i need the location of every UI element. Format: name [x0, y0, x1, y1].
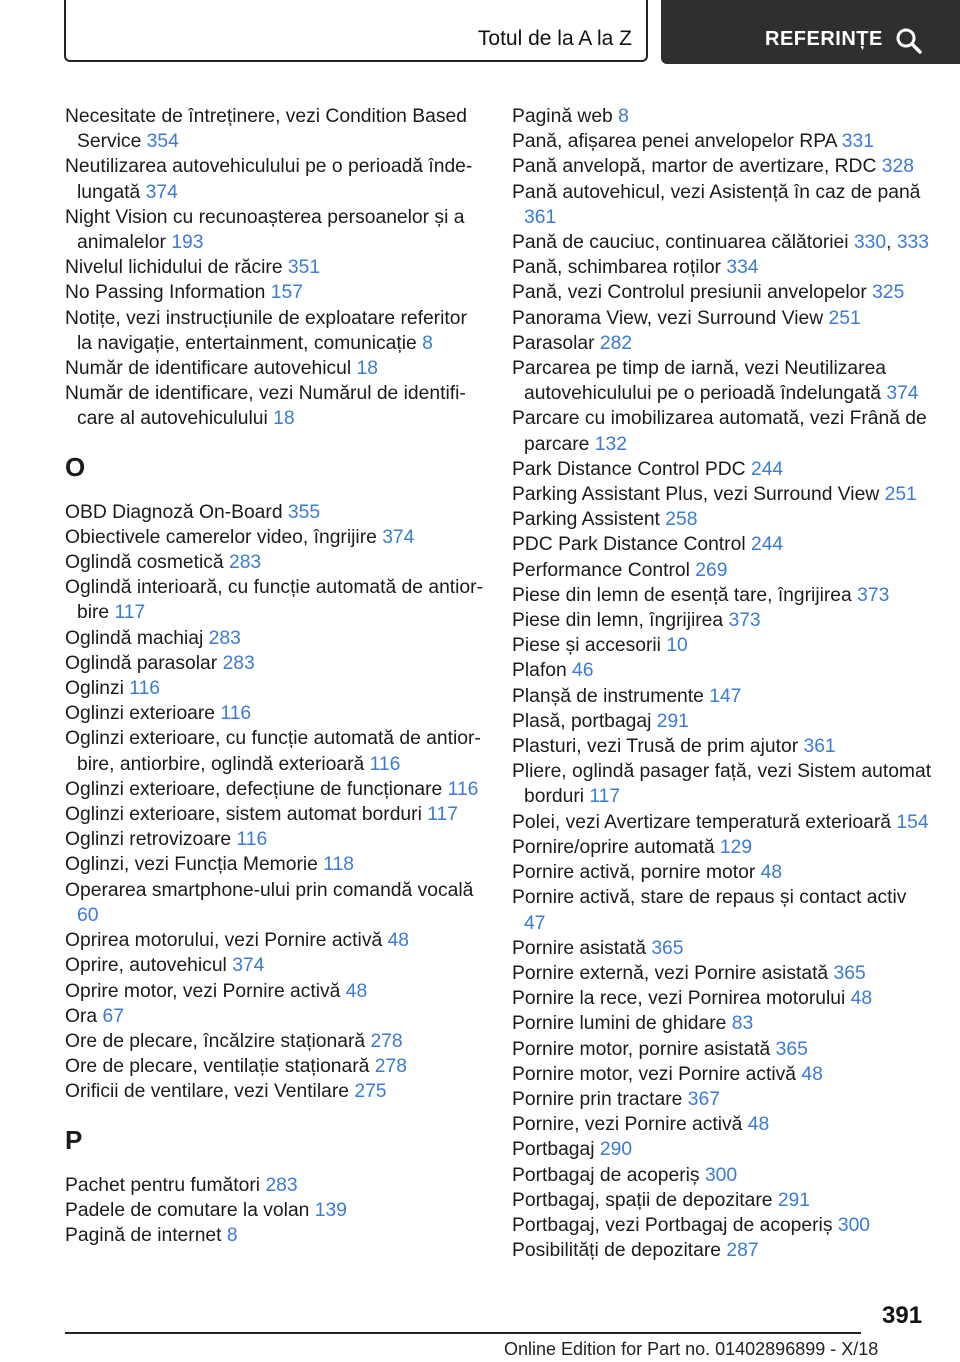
index-entry — [65, 777, 485, 802]
index-entry — [65, 550, 485, 575]
page-reference-link[interactable]: 8 — [226, 1224, 238, 1246]
index-entry-text: Parcare cu imobilizarea automată, vezi Frână de parcare — [512, 408, 927, 455]
index-entry — [65, 953, 485, 978]
index-entry-text: Oglindă cosmetică — [65, 552, 224, 574]
index-entry — [512, 1188, 932, 1213]
page-reference-link[interactable]: 355 — [287, 501, 321, 523]
index-entry-text: Pană autovehicul, vezi Asistență în caz de pană — [512, 181, 921, 203]
page-reference-link[interactable]: 116 — [447, 778, 479, 800]
index-entry-text: Operarea smartphone-ului prin comandă vocală — [65, 879, 474, 901]
index-entry-text: Oglinzi, vezi Funcția Memorie — [65, 854, 318, 876]
index-entry — [512, 280, 932, 305]
page-reference-link[interactable]: 193 — [171, 232, 204, 254]
index-entry-text: Polei, vezi Avertizare temperatură exterioară — [512, 811, 892, 833]
page-reference-link[interactable]: 374 — [145, 181, 178, 203]
index-entry-text: Piese din lemn de esență tare, îngrijirea — [512, 584, 852, 606]
index-entry — [512, 633, 932, 658]
tab-references-label: REFERINȚE — [765, 28, 883, 50]
index-entry — [512, 1112, 932, 1137]
page-reference-link[interactable]: 365 — [833, 962, 866, 984]
index-entry-text: Număr de identificare autovehicul — [65, 358, 352, 380]
index-entry — [512, 1137, 932, 1162]
index-entry-text: Pornire prin tractare — [512, 1088, 683, 1110]
page-reference-link[interactable]: 328 — [881, 156, 914, 178]
index-entry-text: Panorama View, vezi Surround View — [512, 307, 824, 329]
index-entry-text: Oprirea motorului, vezi Pornire activă — [65, 930, 383, 952]
page-reference-link[interactable]: 47 — [524, 912, 546, 934]
page-reference-link[interactable]: 116 — [369, 753, 401, 775]
index-entry — [512, 860, 932, 885]
page-reference-link[interactable]: 287 — [726, 1240, 759, 1262]
index-entry — [512, 482, 932, 507]
page-reference-link[interactable]: 129 — [719, 836, 753, 858]
page-reference-link[interactable]: 351 — [287, 257, 321, 279]
page-reference-link[interactable]: 244 — [750, 534, 784, 556]
index-entry-text: Orificii de ventilare, vezi Ventilare — [65, 1081, 349, 1103]
index-entry-text: Pornire motor, pornire asistată — [512, 1038, 771, 1060]
index-entry — [65, 676, 485, 701]
index-entry — [65, 827, 485, 852]
index-entry-text: Pornire externă, vezi Pornire asistată — [512, 962, 829, 984]
index-entry-text: Pornire/oprire automată — [512, 836, 715, 858]
index-entry — [65, 1004, 485, 1029]
page-reference-link[interactable]: 334 — [726, 257, 759, 279]
index-entry-text: Oglinzi exterioare, cu funcție automată de antiorbire, antiorbire, oglindă exterioară — [65, 728, 481, 775]
index-entry — [65, 575, 485, 625]
page-reference-link[interactable]: 290 — [599, 1139, 633, 1161]
page-reference-link[interactable]: 330 — [853, 232, 887, 254]
index-entry — [512, 986, 932, 1011]
tab-a-to-z[interactable] — [64, 0, 648, 62]
index-entry-text: Oglinzi retrovizoare — [65, 829, 232, 851]
page-reference-link[interactable]: 157 — [270, 282, 303, 304]
footer-edition: Online Edition for Part no. 01402896899 - X/18 — [504, 1339, 879, 1359]
index-entry-text: Portbagaj, spații de depozitare — [512, 1189, 773, 1211]
index-entry — [65, 878, 485, 928]
index-entry — [512, 583, 932, 608]
index-entry — [65, 500, 485, 525]
index-entry — [65, 651, 485, 676]
index-entry-text: Plasă, portbagaj — [512, 710, 652, 732]
page-reference-link[interactable]: 83 — [731, 1013, 754, 1035]
index-entry — [512, 331, 932, 356]
index-entry-text: Oprire, autovehicul — [65, 955, 227, 977]
index-entry-text: Pornire lumini de ghidare — [512, 1013, 727, 1035]
page-reference-link[interactable]: 251 — [828, 307, 861, 329]
index-entry — [512, 608, 932, 633]
index-entry-text: Portbagaj — [512, 1139, 595, 1161]
index-entry-text: Pagină de internet — [65, 1224, 222, 1246]
index-entry — [65, 726, 485, 776]
page-reference-link[interactable]: 117 — [427, 804, 458, 826]
page-reference-link[interactable]: 60 — [77, 904, 99, 926]
index-entry-text: Oglindă parasolar — [65, 652, 218, 674]
index-entry — [65, 306, 485, 356]
index-entry-text: Parking Assistent — [512, 509, 660, 531]
page-reference-link[interactable]: 361 — [803, 736, 836, 758]
index-entry — [512, 129, 932, 154]
index-entry — [65, 1054, 485, 1079]
index-entry-text: Nivelul lichidului de răcire — [65, 257, 283, 279]
index-entry-text: Pană anvelopă, martor de avertizare, RDC — [512, 156, 877, 178]
index-entry-text: Portbagaj, vezi Portbagaj de acoperiș — [512, 1214, 833, 1236]
index-entry-text: Pornire asistată — [512, 937, 646, 959]
index-entry — [65, 280, 485, 305]
page-reference-link[interactable]: 275 — [354, 1081, 387, 1103]
search-icon[interactable] — [895, 27, 923, 55]
page-reference-link[interactable]: 333 — [896, 232, 929, 254]
index-entry-text: Parcarea pe timp de iarnă, vezi Neutilizarea autovehiculului pe o perioadă îndelungată — [512, 358, 887, 405]
index-entry-text: Pană, vezi Controlul presiunii anvelopelor — [512, 282, 867, 304]
index-entry-text: Oglinzi — [65, 678, 124, 700]
tab-a-to-z-label: Totul de la A la Z — [477, 27, 632, 50]
page-reference-link[interactable]: 354 — [146, 131, 179, 153]
index-entry-text: Pană de cauciuc, continuarea călătoriei — [512, 232, 849, 254]
page-reference-link[interactable]: 244 — [750, 458, 784, 480]
page-reference-link[interactable]: 18 — [273, 408, 295, 430]
index-column-left — [65, 104, 485, 1248]
index-entry-text: Pliere, oglindă pasager față, vezi Sistem automat borduri — [512, 761, 932, 808]
index-entry — [512, 759, 932, 809]
page-reference-link[interactable]: 117 — [114, 602, 146, 624]
index-entry — [65, 979, 485, 1004]
index-entry-text: Oglindă machiaj — [65, 627, 204, 649]
index-entry — [65, 104, 485, 154]
page-reference-link[interactable]: 67 — [102, 1005, 124, 1027]
index-entry — [512, 356, 932, 406]
index-entry — [512, 835, 932, 860]
tab-references[interactable] — [661, 0, 960, 64]
page-reference-link[interactable]: 283 — [265, 1174, 298, 1196]
index-entry — [512, 1238, 932, 1263]
index-entry — [65, 852, 485, 877]
page-reference-link[interactable]: 48 — [345, 980, 368, 1002]
index-entry-text: No Passing Information — [65, 282, 266, 304]
page-reference-link[interactable]: 331 — [841, 131, 874, 153]
page-reference-link[interactable]: 48 — [387, 930, 410, 952]
page-reference-link[interactable]: 18 — [356, 358, 378, 380]
index-entry — [65, 701, 485, 726]
index-entry-text: Parking Assistant Plus, vezi Surround View — [512, 484, 880, 506]
page-reference-link[interactable]: 374 — [382, 526, 415, 548]
index-entry-text: Neutilizarea autovehiculului pe o perioadă îndelungată — [65, 156, 473, 203]
index-entry-text: Ora — [65, 1005, 98, 1027]
page-reference-link[interactable]: 300 — [837, 1214, 871, 1236]
page-reference-link[interactable]: 117 — [589, 786, 621, 808]
page-reference-link[interactable]: 374 — [232, 955, 265, 977]
index-entry — [65, 356, 485, 381]
index-entry-text: Pornire la rece, vezi Pornirea motorului — [512, 988, 846, 1010]
index-entry — [512, 1011, 932, 1036]
page-reference-link[interactable]: 8 — [422, 332, 433, 354]
index-entry — [512, 255, 932, 280]
index-entry — [512, 1163, 932, 1188]
index-entry — [512, 1062, 932, 1087]
section-letter: O — [65, 451, 86, 482]
index-entry-text: Piese și accesorii — [512, 635, 661, 657]
index-entry — [512, 507, 932, 532]
page-reference-link[interactable]: 278 — [374, 1056, 407, 1078]
index-entry-text: Oglinzi exterioare — [65, 703, 216, 725]
page-reference-link[interactable]: 325 — [872, 282, 905, 304]
index-entry — [512, 558, 932, 583]
index-entry-text: Posibilități de depozitare — [512, 1240, 722, 1262]
section-letter: P — [65, 1124, 83, 1155]
page-reference-link[interactable]: 116 — [220, 703, 252, 725]
index-entry-text: Park Distance Control PDC — [512, 458, 746, 480]
index-entry-text: Piese din lemn, îngrijirea — [512, 610, 724, 632]
index-entry-text: Oglinzi exterioare, sistem automat borduri — [65, 804, 422, 826]
page-reference-link[interactable]: 283 — [228, 552, 262, 574]
index-entry — [65, 1079, 485, 1104]
index-entry — [512, 104, 932, 129]
index-entry-text: Pană, afișarea penei anvelopelor RPA — [512, 131, 837, 153]
index-entry-text: Pană, schimbarea roților — [512, 257, 721, 279]
index-entry-text: Planșă de instrumente — [512, 685, 704, 707]
index-entry-text: Performance Control — [512, 559, 690, 581]
index-entry — [65, 928, 485, 953]
index-entry-text: PDC Park Distance Control — [512, 534, 746, 556]
page-reference-link[interactable]: 8 — [618, 106, 629, 127]
page-reference-link[interactable]: 373 — [728, 610, 761, 632]
page-reference-link[interactable]: 291 — [656, 710, 689, 732]
index-entry-text: Notițe, vezi instrucțiunile de exploatare referitor la navigație, entertainment, comunicație — [65, 307, 467, 354]
page-reference-link[interactable]: 291 — [777, 1189, 810, 1211]
page-reference-link[interactable]: 251 — [884, 484, 917, 506]
index-entry — [512, 406, 932, 456]
index-entry-text: Număr de identificare, vezi Numărul de identificare al autovehiculului — [65, 383, 466, 430]
page-reference-link[interactable]: 367 — [687, 1088, 720, 1110]
page-reference-link[interactable]: 48 — [850, 988, 873, 1010]
page-reference-link[interactable]: 365 — [651, 937, 684, 959]
page-reference-link[interactable]: 48 — [747, 1114, 770, 1136]
index-entry-text: Necesitate de întreținere, vezi Condition Based Service — [65, 106, 467, 153]
index-entry — [65, 154, 485, 204]
index-entry-text: Pornire, vezi Pornire activă — [512, 1114, 743, 1136]
page-reference-link[interactable]: 147 — [709, 685, 742, 707]
index-entry — [512, 154, 932, 179]
index-entry — [512, 1213, 932, 1238]
index-entry — [512, 810, 932, 835]
footer-divider — [65, 1332, 861, 1334]
index-entry — [512, 306, 932, 331]
index-entry-text: Pornire activă, stare de repaus și contact activ — [512, 887, 907, 909]
index-entry — [65, 1198, 485, 1223]
index-entry — [65, 205, 485, 255]
page-reference-link[interactable]: 10 — [666, 635, 688, 657]
page-header — [64, 0, 960, 64]
index-column-right — [512, 104, 932, 1263]
page-reference-link[interactable]: 269 — [695, 559, 728, 581]
index-entry — [65, 255, 485, 280]
page-reference-link[interactable]: 258 — [665, 509, 698, 531]
page-reference-link[interactable]: 48 — [801, 1063, 823, 1085]
page-reference-link[interactable]: 374 — [886, 383, 919, 405]
index-entry — [512, 684, 932, 709]
index-entry — [65, 626, 485, 651]
index-entry-text: Pornire motor, vezi Pornire activă — [512, 1063, 796, 1085]
index-entry-text: Portbagaj de acoperiș — [512, 1164, 700, 1186]
page-reference-link[interactable]: 365 — [775, 1038, 808, 1060]
index-entry — [512, 457, 932, 482]
index-entry — [65, 1223, 485, 1248]
page-reference-link[interactable]: 283 — [222, 652, 255, 674]
page-reference-link[interactable]: 282 — [599, 332, 633, 354]
page-reference-link[interactable]: 283 — [208, 627, 241, 649]
page-reference-link[interactable]: 154 — [896, 811, 929, 833]
index-entry — [65, 802, 485, 827]
index-entry — [65, 1029, 485, 1054]
index-entry — [512, 709, 932, 734]
page-reference-link[interactable]: 116 — [129, 678, 161, 700]
index-entry — [512, 961, 932, 986]
index-entry-text: Plasturi, vezi Trusă de prim ajutor — [512, 736, 799, 758]
index-entry-text: Ore de plecare, ventilație staționară — [65, 1056, 370, 1078]
page-reference-link[interactable]: 300 — [704, 1164, 738, 1186]
index-entry-text: Pagină web — [512, 106, 613, 127]
page-reference-link[interactable]: 361 — [524, 206, 557, 228]
index-entry-text: Obiectivele camerelor video, îngrijire — [65, 526, 377, 548]
index-entry-text: Oglindă interioară, cu funcție automată de antiorbire — [65, 577, 484, 624]
index-entry-text: Plafon — [512, 660, 567, 682]
index-entry-text: Oprire motor, vezi Pornire activă — [65, 980, 341, 1002]
index-entry — [512, 734, 932, 759]
page-reference-link[interactable]: 46 — [572, 660, 594, 682]
page-reference-link[interactable]: 139 — [314, 1199, 347, 1221]
page-reference-link[interactable]: 48 — [760, 862, 783, 884]
index-entry-text: Parasolar — [512, 332, 595, 354]
index-entry — [65, 525, 485, 550]
index-entry — [512, 180, 932, 230]
index-entry-text: Pornire activă, pornire motor — [512, 862, 756, 884]
index-entry-text: Night Vision cu recunoașterea persoanelor și a animalelor — [65, 206, 465, 254]
index-entry — [512, 885, 932, 935]
index-entry-text: Oglinzi exterioare, defecțiune de funcționare — [65, 778, 443, 800]
index-entry — [512, 1037, 932, 1062]
index-entry — [512, 532, 932, 557]
index-entry — [512, 658, 932, 683]
index-entry — [65, 1173, 485, 1198]
index-entry-text: OBD Diagnoză On-Board — [65, 501, 283, 523]
page-reference-link[interactable]: 278 — [370, 1030, 403, 1052]
index-entry-text: Ore de plecare, încălzire staționară — [65, 1030, 366, 1052]
page-reference-link[interactable]: 373 — [857, 584, 890, 606]
page-reference-link[interactable]: 132 — [594, 433, 627, 455]
page-reference-link[interactable]: 118 — [323, 854, 354, 876]
index-entry — [65, 381, 485, 431]
index-entry-text: Padele de comutare la volan — [65, 1199, 310, 1221]
index-entry-text: Pachet pentru fumători — [65, 1174, 261, 1196]
index-entry — [512, 936, 932, 961]
index-entry — [512, 1087, 932, 1112]
index-entry: Pană de cauciuc, continuarea călătoriei 330, 333 — [512, 232, 929, 254]
page-reference-link[interactable]: 116 — [236, 829, 268, 851]
page-number: 391 — [882, 1302, 923, 1329]
